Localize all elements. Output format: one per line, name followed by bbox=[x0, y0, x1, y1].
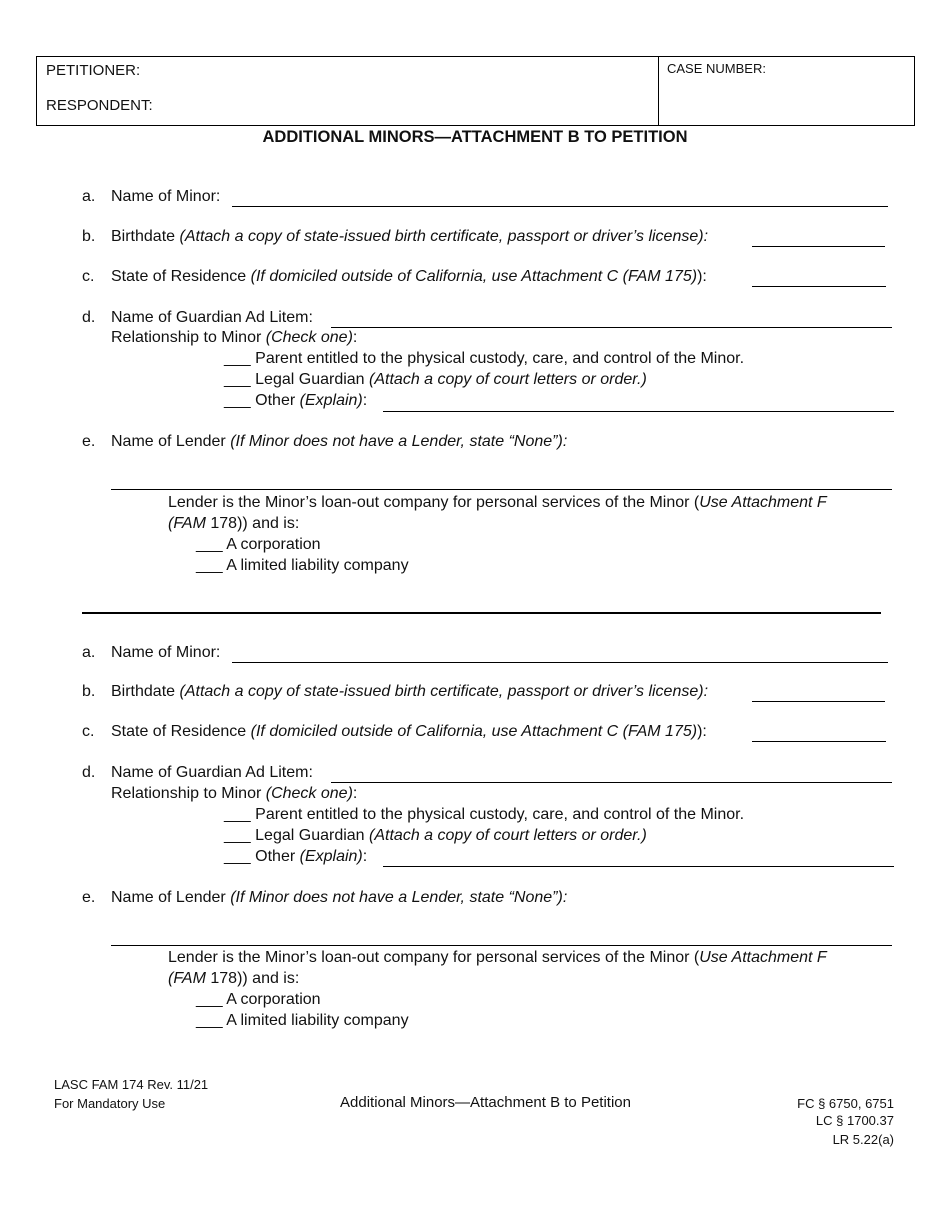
item-letter-c: c. bbox=[82, 723, 95, 740]
state-of-residence-label: State of Residence (If domiciled outside of California, use Attachment C (FAM 175)): bbox=[111, 268, 707, 285]
other-explain-field[interactable] bbox=[383, 847, 894, 867]
relationship-label: Relationship to Minor (Check one): bbox=[111, 785, 358, 802]
item-letter-b: b. bbox=[82, 228, 96, 245]
respondent-label: RESPONDENT: bbox=[46, 97, 153, 114]
name-of-minor-field[interactable] bbox=[232, 187, 888, 207]
relationship-label: Relationship to Minor (Check one): bbox=[111, 329, 358, 346]
name-of-minor-field[interactable] bbox=[232, 643, 888, 663]
lender-option-corporation: ___ A corporation bbox=[196, 536, 321, 553]
item-letter-e: e. bbox=[82, 433, 96, 450]
birthdate-field[interactable] bbox=[752, 227, 885, 247]
checkbox-blank[interactable]: ___ bbox=[196, 991, 223, 1008]
petitioner-label: PETITIONER: bbox=[46, 62, 141, 79]
checkbox-blank[interactable]: ___ bbox=[224, 827, 251, 844]
footer-center-title: Additional Minors—Attachment B to Petition bbox=[340, 1094, 631, 1111]
caption-box bbox=[36, 56, 915, 126]
name-of-minor-label: Name of Minor: bbox=[111, 644, 221, 661]
relationship-option-parent: ___ Parent entitled to the physical custody, care, and control of the Minor. bbox=[224, 806, 745, 823]
lender-label: Name of Lender (If Minor does not have a Lender, state “None”): bbox=[111, 889, 568, 906]
checkbox-blank[interactable]: ___ bbox=[196, 1012, 223, 1029]
lender-loanout-text: Lender is the Minor’s loan-out company for personal services of the Minor (Use Attachment F bbox=[168, 949, 827, 966]
guardian-ad-litem-label: Name of Guardian Ad Litem: bbox=[111, 309, 313, 326]
footer-ref-lr: LR 5.22(a) bbox=[832, 1132, 894, 1147]
lender-option-llc: ___ A limited liability company bbox=[196, 1012, 409, 1029]
state-of-residence-field[interactable] bbox=[752, 722, 886, 742]
checkbox-blank[interactable]: ___ bbox=[224, 848, 251, 865]
other-explain-field[interactable] bbox=[383, 392, 894, 412]
checkbox-blank[interactable]: ___ bbox=[224, 350, 251, 367]
relationship-option-guardian: ___ Legal Guardian (Attach a copy of court letters or order.) bbox=[224, 827, 647, 844]
birthdate-field[interactable] bbox=[752, 682, 885, 702]
lender-option-corporation: ___ A corporation bbox=[196, 991, 321, 1008]
lender-loanout-text-cont: (FAM 178)) and is: bbox=[168, 970, 300, 987]
checkbox-blank[interactable]: ___ bbox=[196, 536, 223, 553]
lender-field[interactable] bbox=[111, 926, 892, 946]
birthdate-label: Birthdate (Attach a copy of state-issued birth certificate, passport or driver’s license): bbox=[111, 228, 709, 245]
guardian-ad-litem-field[interactable] bbox=[331, 763, 892, 783]
relationship-option-guardian: ___ Legal Guardian (Attach a copy of court letters or order.) bbox=[224, 371, 647, 388]
relationship-option-parent: ___ Parent entitled to the physical custody, care, and control of the Minor. bbox=[224, 350, 745, 367]
guardian-ad-litem-label: Name of Guardian Ad Litem: bbox=[111, 764, 313, 781]
state-of-residence-label: State of Residence (If domiciled outside of California, use Attachment C (FAM 175)): bbox=[111, 723, 707, 740]
page-title: ADDITIONAL MINORS—ATTACHMENT B TO PETITION bbox=[262, 128, 688, 146]
checkbox-blank[interactable]: ___ bbox=[224, 371, 251, 388]
birthdate-label: Birthdate (Attach a copy of state-issued birth certificate, passport or driver’s license): bbox=[111, 683, 709, 700]
item-letter-d: d. bbox=[82, 309, 96, 326]
lender-loanout-text: Lender is the Minor’s loan-out company for personal services of the Minor (Use Attachment F bbox=[168, 494, 827, 511]
section-separator bbox=[82, 612, 881, 614]
item-letter-e: e. bbox=[82, 889, 96, 906]
guardian-ad-litem-field[interactable] bbox=[331, 308, 892, 328]
item-letter-a: a. bbox=[82, 188, 96, 205]
item-letter-a: a. bbox=[82, 644, 96, 661]
item-letter-d: d. bbox=[82, 764, 96, 781]
checkbox-blank[interactable]: ___ bbox=[224, 392, 251, 409]
lender-loanout-text-cont: (FAM 178)) and is: bbox=[168, 515, 300, 532]
checkbox-blank[interactable]: ___ bbox=[224, 806, 251, 823]
name-of-minor-label: Name of Minor: bbox=[111, 188, 221, 205]
relationship-option-other: ___ Other (Explain): bbox=[224, 392, 368, 409]
lender-option-llc: ___ A limited liability company bbox=[196, 557, 409, 574]
footer-form-id: LASC FAM 174 Rev. 11/21 bbox=[54, 1077, 209, 1092]
caption-divider bbox=[658, 56, 659, 126]
lender-field[interactable] bbox=[111, 470, 892, 490]
footer-usage: For Mandatory Use bbox=[54, 1096, 166, 1111]
case-number-label: CASE NUMBER: bbox=[667, 61, 766, 76]
state-of-residence-field[interactable] bbox=[752, 267, 886, 287]
footer-ref-lc: LC § 1700.37 bbox=[815, 1113, 894, 1128]
item-letter-b: b. bbox=[82, 683, 96, 700]
checkbox-blank[interactable]: ___ bbox=[196, 557, 223, 574]
footer-ref-fc: FC § 6750, 6751 bbox=[797, 1096, 894, 1111]
relationship-option-other: ___ Other (Explain): bbox=[224, 848, 368, 865]
lender-label: Name of Lender (If Minor does not have a Lender, state “None”): bbox=[111, 433, 568, 450]
item-letter-c: c. bbox=[82, 268, 95, 285]
